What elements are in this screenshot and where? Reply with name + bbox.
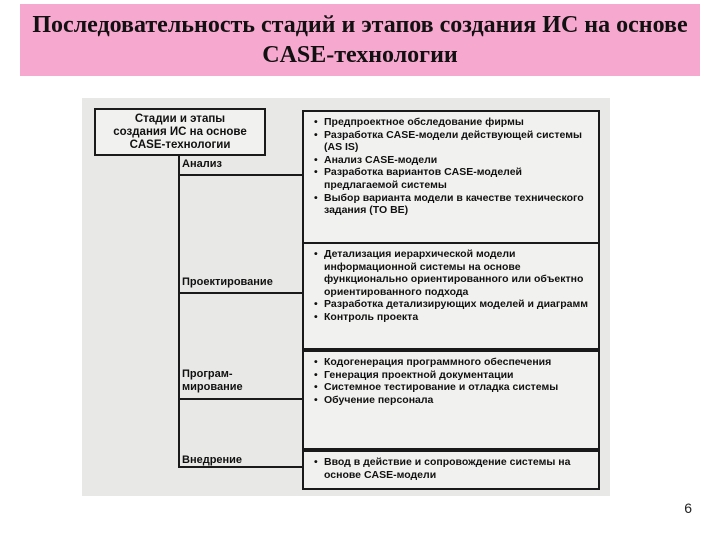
stage-box-deployment <box>302 450 600 490</box>
stage-box-design <box>302 242 600 350</box>
connector-programming <box>178 398 302 400</box>
stage-label-design: Проектирование <box>182 276 273 288</box>
slide-title: Последовательность стадий и этапов создания ИС на основе CASE-технологии <box>32 12 688 68</box>
title-banner <box>20 4 700 76</box>
diagram-header-box: Стадии и этапы создания ИС на основе CASE-технологии <box>94 108 266 156</box>
diagram <box>82 98 610 496</box>
list-item: • Разработка CASE-модели действующей системы (AS IS) <box>314 129 592 154</box>
list-item: • Контроль проекта <box>314 311 592 324</box>
list-item: • Ввод в действие и сопровождение системы на основе CASE-модели <box>314 456 592 481</box>
list-item: • Разработка вариантов CASE-моделей предлагаемой системы <box>314 166 592 191</box>
stage-label-analysis: Анализ <box>182 158 222 170</box>
connector-deployment <box>178 466 302 468</box>
list-item: • Генерация проектной документации <box>314 369 592 382</box>
stage-box-analysis <box>302 110 600 244</box>
list-item: • Кодогенерация программного обеспечения <box>314 356 592 369</box>
list-item: • Разработка детализирующих моделей и диаграмм <box>314 298 592 311</box>
list-item: • Системное тестирование и отладка системы <box>314 381 592 394</box>
list-item: • Анализ CASE-модели <box>314 154 592 167</box>
connector-trunk <box>178 154 180 466</box>
stage-label-programming: Програм- мирование <box>182 368 243 393</box>
connector-analysis <box>178 174 302 176</box>
connector-design <box>178 292 302 294</box>
list-item: • Детализация иерархической модели информационной системы на основе функционально ориентированного или объектно ориентированного подхода <box>314 248 592 298</box>
stage-box-programming <box>302 350 600 450</box>
list-item: • Обучение персонала <box>314 394 592 407</box>
page-number: 6 <box>684 500 692 516</box>
list-item: • Выбор варианта модели в качестве технического задания (TO BE) <box>314 192 592 217</box>
list-item: • Предпроектное обследование фирмы <box>314 116 592 129</box>
stage-label-deployment: Внедрение <box>182 454 243 466</box>
